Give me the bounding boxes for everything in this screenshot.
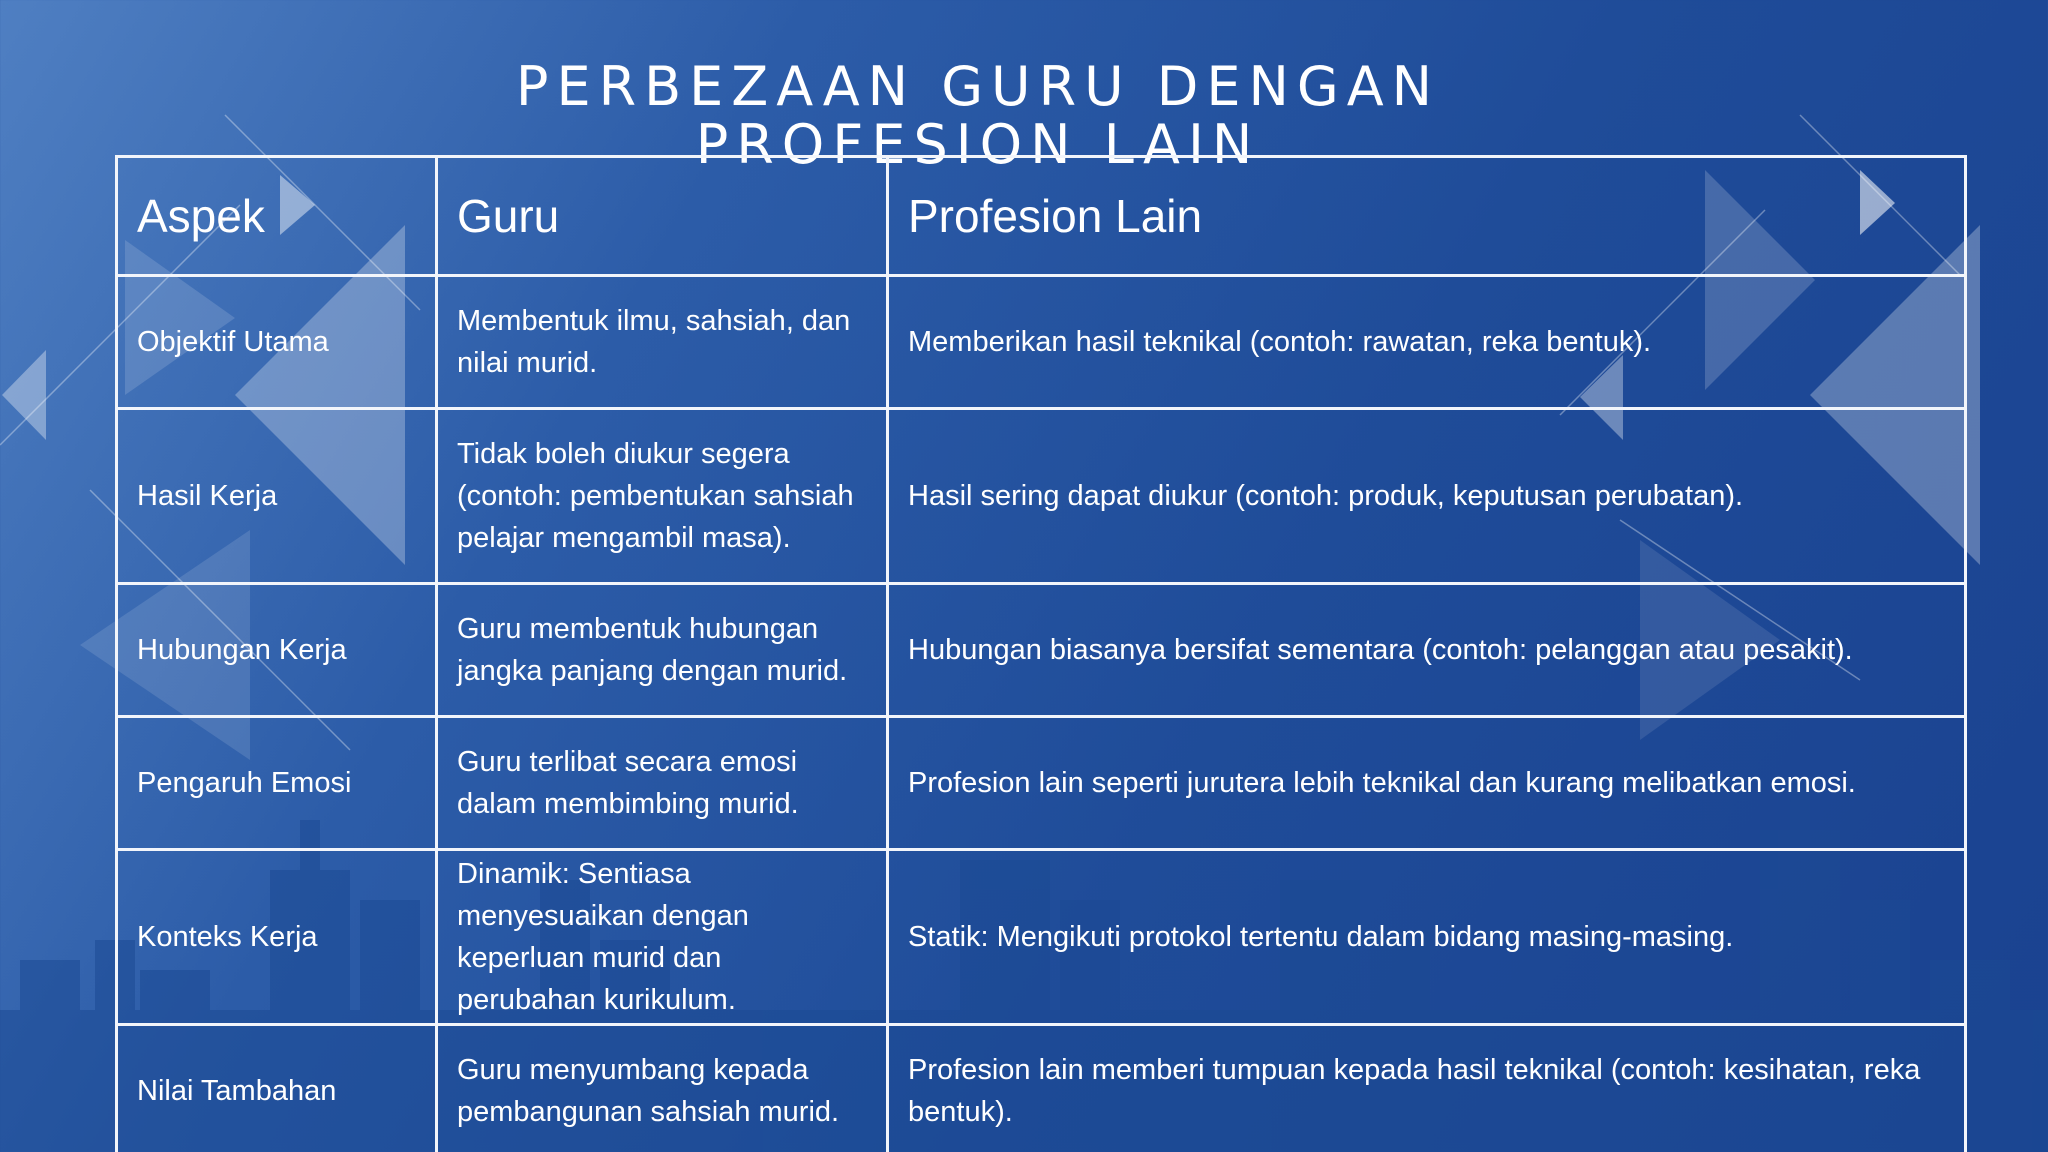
cell-aspek: Hasil Kerja: [117, 409, 437, 584]
cell-aspek: Pengaruh Emosi: [117, 717, 437, 850]
cell-profesion-lain: Memberikan hasil teknikal (contoh: rawatan, reka bentuk).: [888, 276, 1966, 409]
cell-profesion-lain: Statik: Mengikuti protokol tertentu dalam bidang masing-masing.: [888, 850, 1966, 1025]
cell-guru: Dinamik: Sentiasa menyesuaikan dengan keperluan murid dan perubahan kurikulum.: [437, 850, 888, 1025]
table-row: [117, 276, 1966, 409]
cell-aspek: Nilai Tambahan: [117, 1025, 437, 1152]
cell-profesion-lain: Hasil sering dapat diukur (contoh: produk, keputusan perubatan).: [888, 409, 1966, 584]
table-row: [117, 1025, 1966, 1152]
table-row: [117, 850, 1966, 1025]
cell-aspek: Konteks Kerja: [117, 850, 437, 1025]
cell-guru: Guru menyumbang kepada pembangunan sahsiah murid.: [437, 1025, 888, 1152]
cell-guru: Guru membentuk hubungan jangka panjang dengan murid.: [437, 584, 888, 717]
cell-guru: Guru terlibat secara emosi dalam membimbing murid.: [437, 717, 888, 850]
table-row: [117, 409, 1966, 584]
cell-profesion-lain: Hubungan biasanya bersifat sementara (contoh: pelanggan atau pesakit).: [888, 584, 1966, 717]
cell-guru: Membentuk ilmu, sahsiah, dan nilai murid.: [437, 276, 888, 409]
table-row: [117, 717, 1966, 850]
cell-profesion-lain: Profesion lain memberi tumpuan kepada hasil teknikal (contoh: kesihatan, reka bentuk).: [888, 1025, 1966, 1152]
slide-title: PERBEZAAN GURU DENGAN PROFESION LAIN: [515, 55, 1441, 176]
table-row: [117, 584, 1966, 717]
cell-profesion-lain: Profesion lain seperti jurutera lebih teknikal dan kurang melibatkan emosi.: [888, 717, 1966, 850]
cell-guru: Tidak boleh diukur segera (contoh: pembentukan sahsiah pelajar mengambil masa).: [437, 409, 888, 584]
cell-aspek: Objektif Utama: [117, 276, 437, 409]
column-header-aspek: Aspek: [117, 157, 437, 276]
table-header-row: [117, 157, 1966, 276]
column-header-guru: Guru: [437, 157, 888, 276]
cell-aspek: Hubungan Kerja: [117, 584, 437, 717]
column-header-profesion-lain: Profesion Lain: [888, 157, 1966, 276]
comparison-table: [115, 155, 1967, 1152]
